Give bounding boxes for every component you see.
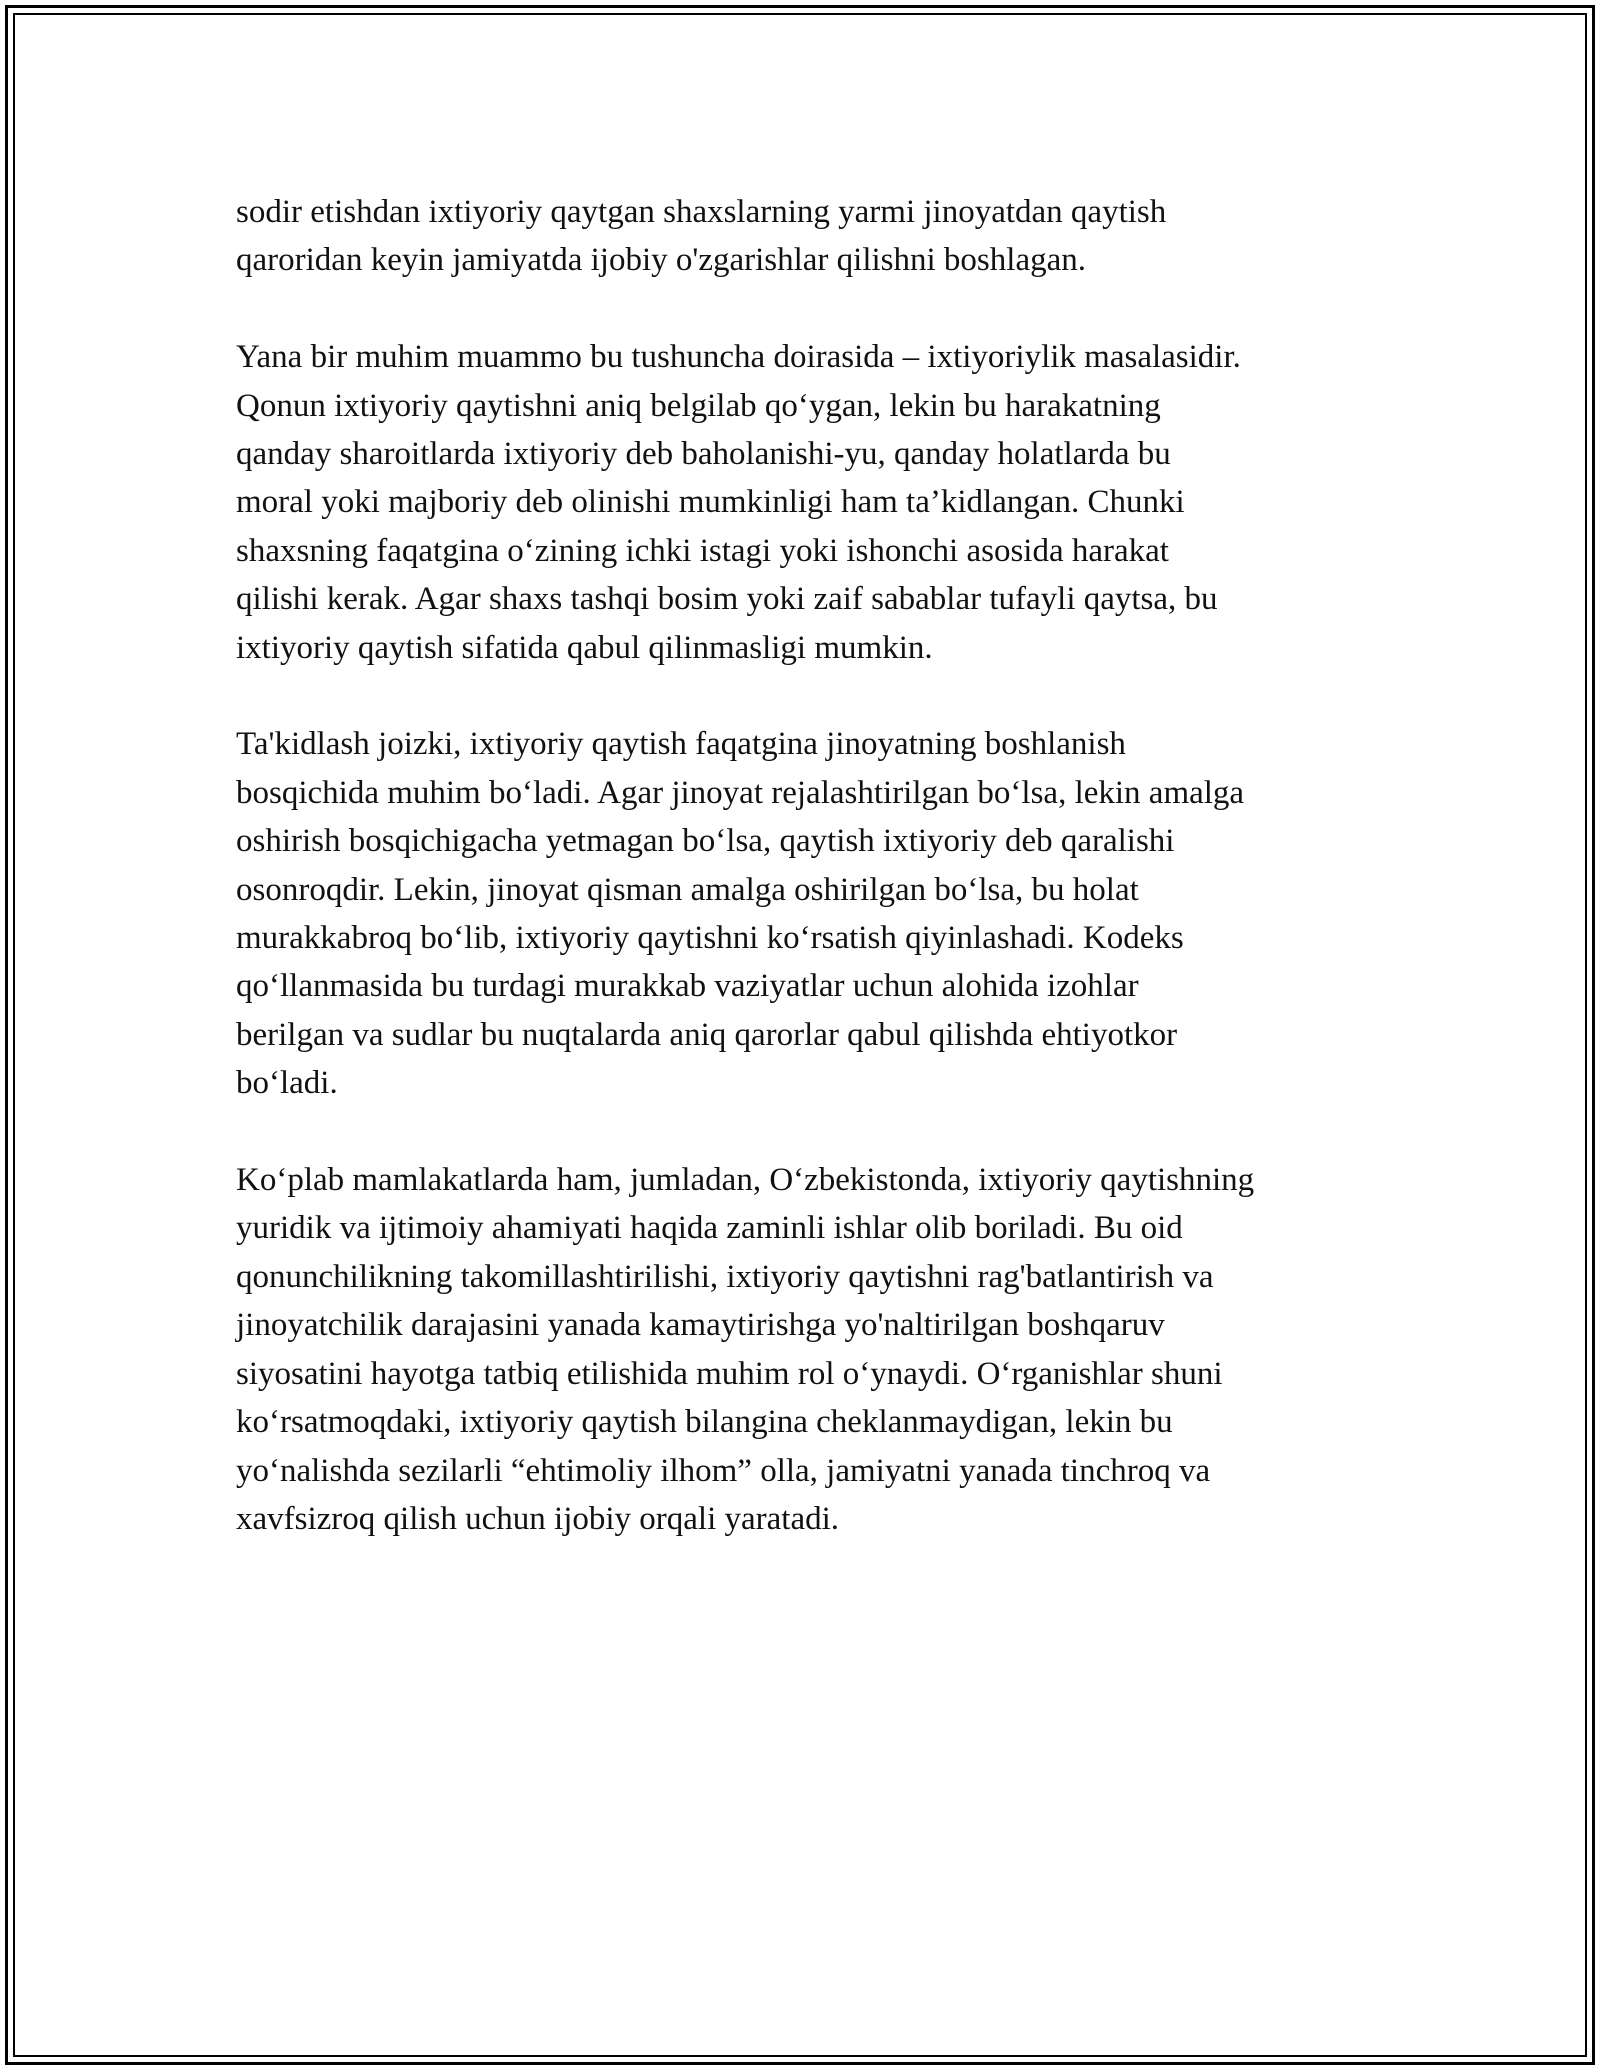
document-body: [236, 188, 1386, 1592]
paragraph-3: Ta'kidlash joizki, ixtiyoriy qaytish faqatgina jinoyatning boshlanish bosqichida muhim bo‘ladi. Agar jinoyat rejalashtirilgan bo‘lsa, lekin amalga oshirish bosqichigacha yetmagan bo‘lsa, qaytish ixtiyoriy deb qaralishi osonroqdir. Lekin, jinoyat qisman amalga oshirilgan bo‘lsa, bu holat murakkabroq bo‘lib, ixtiyoriy qaytishni ko‘rsatish qiyinlashadi. Kodeks qo‘llanmasida bu turdagi murakkab vaziyatlar uchun alohida izohlar berilgan va sudlar bu nuqtalarda aniq qarorlar qabul qilishda ehtiyotkor bo‘ladi.: [236, 726, 1245, 1102]
paragraph-1: sodir etishdan ixtiyoriy qaytgan shaxslarning yarmi jinoyatdan qaytish qaroridan keyin jamiyatda ijobiy o'zgarishlar qilishni boshlagan.: [236, 194, 1167, 279]
paragraph-4: Ko‘plab mamlakatlarda ham, jumladan, O‘zbekistonda, ixtiyoriy qaytishning yuridik va ijtimoiy ahamiyati haqida zaminli ishlar olib boriladi. Bu oid qonunchilikning takomillashtirilishi, ixtiyoriy qaytishni rag'batlantirish va jinoyatchilik darajasini yanada kamaytirishga yo'naltirilgan boshqaruv siyosatini hayotga tatbiq etilishida muhim rol o‘ynaydi. O‘rganishlar shuni ko‘rsatmoqdaki, ixtiyoriy qaytish bilangina cheklanmaydigan, lekin bu yo‘nalishda sezilarli “ehtimoliy ilhom” olla, jamiyatni yanada tinchroq va xavfsizroq qilish uchun ijobiy orqali yaratadi.: [236, 1162, 1255, 1537]
paragraph-2: Yana bir muhim muammo bu tushuncha doirasida – ixtiyoriylik masalasidir. Qonun ixtiyoriy qaytishni aniq belgilab qo‘ygan, lekin bu harakatning qanday sharoitlarda ixtiyoriy deb baholanishi-yu, qanday holatlarda bu moral yoki majboriy deb olinishi mumkinligi ham ta’kidlangan. Chunki shaxsning faqatgina o‘zining ichki istagi yoki ishonchi asosida harakat qilishi kerak. Agar shaxs tashqi bosim yoki zaif sabablar tufayli qaytsa, bu ixtiyoriy qaytish sifatida qabul qilinmasligi mumkin.: [236, 339, 1241, 666]
